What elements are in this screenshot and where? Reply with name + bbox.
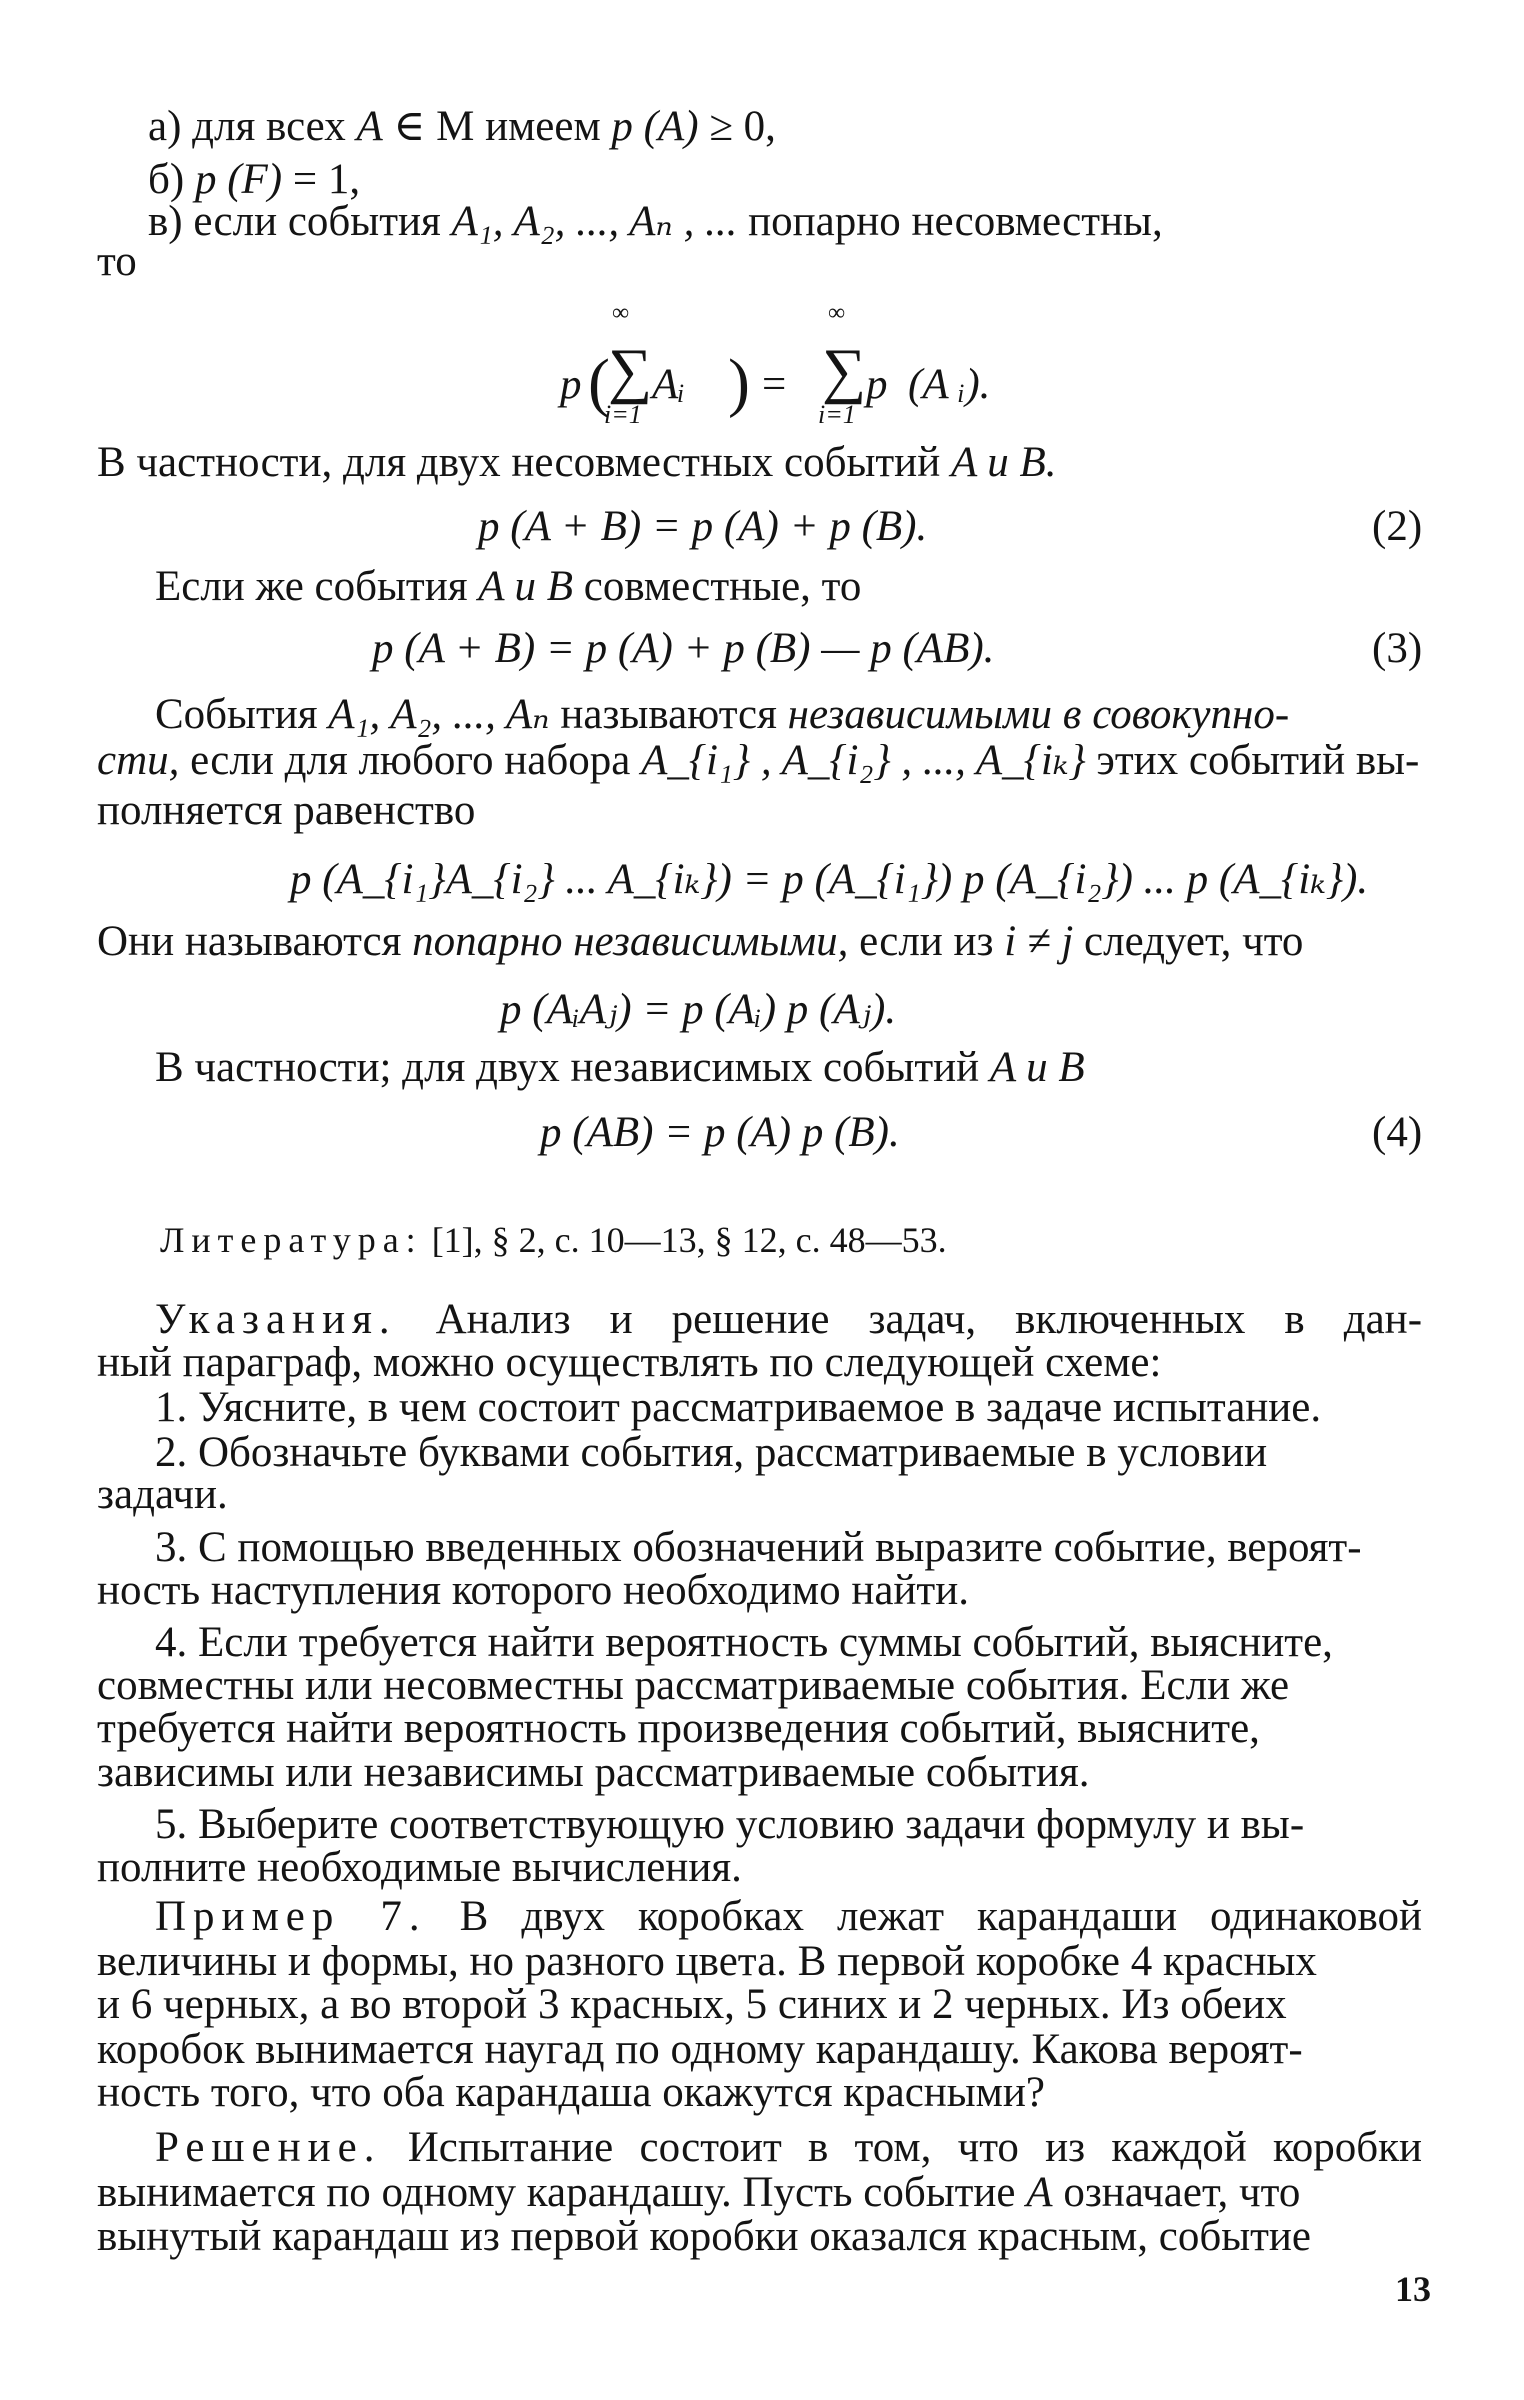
equation-2: p (A + B) = p (A) + p (B). xyxy=(478,503,928,550)
indep-line-3: полняется равенство xyxy=(97,787,476,834)
indep-l1-math: A₁, A₂, ..., Aₙ xyxy=(328,691,550,738)
axiom-c xyxy=(148,197,1163,247)
axiom-c-events: A₁, A₂, ..., Aₙ , ... xyxy=(451,198,738,245)
para-independent xyxy=(155,1043,1085,1093)
indep-l2-a: если для любого набора xyxy=(190,737,631,784)
pairwise-equation: p (AᵢAⱼ) = p (Aᵢ) p (Aⱼ). xyxy=(500,986,897,1033)
sum-sigma-left: ∑ xyxy=(608,337,653,405)
example-label: Пример 7. xyxy=(155,1893,427,1940)
solution-l2b: означает, что xyxy=(1063,2169,1301,2216)
instr-step-1: 1. Уясните, в чем состоит рассматриваемое в задаче испытание. xyxy=(155,1384,1322,1431)
instr-step-4a: 4. Если требуется найти вероятность суммы событий, выясните, xyxy=(155,1619,1333,1666)
instr-step-4d: зависимы или независимы рассматриваемые события. xyxy=(97,1749,1090,1796)
instr-step-3b: ность наступления которого необходимо найти. xyxy=(97,1567,969,1614)
indep-l2-italic: сти, xyxy=(97,737,180,784)
instr-step-4b: совместны или несовместны рассматриваемые события. Если же xyxy=(97,1662,1290,1709)
indep-l2-math: A_{i₁} , A_{i₂} , ..., A_{iₖ} xyxy=(641,737,1086,784)
solution-line-3: вынутый карандаш из первой коробки оказался красным, событие xyxy=(97,2213,1312,2260)
axiom-a-p: p (A) xyxy=(611,103,699,150)
example-line-3: и 6 черных, а во второй 3 красных, 5 синих и 2 черных. Из обеих xyxy=(97,1981,1287,2028)
axiom-a-prefix: а) для всех xyxy=(148,103,346,150)
solution-l2-math: A xyxy=(1026,2169,1053,2216)
instr-step-4c: требуется найти вероятность произведения событий, выясните, xyxy=(97,1705,1260,1752)
axiom-c-rest: попарно несовместны, xyxy=(748,198,1163,245)
para-compatible-end: совместные, то xyxy=(583,563,862,610)
instr-line-2: ный параграф, можно осуществлять по следующей схеме: xyxy=(97,1339,1162,1386)
sum-p-left: p xyxy=(560,361,582,408)
pairwise-c: следует, что xyxy=(1084,918,1304,965)
example-line-4: коробок вынимается наугад по одному карандашу. Какова вероят- xyxy=(97,2026,1303,2073)
equation-3: p (A + B) = p (A) + p (B) — p (AB). xyxy=(372,625,995,672)
literature xyxy=(160,1215,947,1265)
sum-close-paren: ) xyxy=(728,346,750,419)
instr-label: Указания. xyxy=(155,1296,397,1343)
solution-label: Решение. xyxy=(155,2124,382,2171)
sum-pAi: (A ᵢ). xyxy=(908,361,991,408)
instr-step-2a: 2. Обозначьте буквами события, рассматриваемые в условии xyxy=(155,1429,1268,1476)
page-number: 13 xyxy=(1395,2269,1431,2309)
solution-l2a: вынимается по одному карандашу. Пусть событие xyxy=(97,2169,1016,2216)
sum-Ai: Aᵢ xyxy=(652,361,686,408)
pairwise-math: i ≠ j xyxy=(1004,918,1074,965)
sum-equals: = xyxy=(762,361,787,408)
axiom-c-prefix: в) если события xyxy=(148,198,441,245)
para-independent-text: В частности; для двух независимых событий xyxy=(155,1044,980,1091)
indep-l2-b: этих событий вы- xyxy=(1096,737,1420,784)
axiom-then: то xyxy=(97,238,137,285)
solution-line-1 xyxy=(155,2123,1422,2173)
pairwise-italic: попарно независимыми, xyxy=(412,918,849,965)
para-incompatible-math: A и B. xyxy=(950,439,1057,486)
example-line-2: величины и формы, но разного цвета. В первой коробке 4 красных xyxy=(97,1938,1317,1985)
indep-l1-a: События xyxy=(155,691,318,738)
pairwise-a: Они называются xyxy=(97,918,402,965)
example-l1: В двух коробках лежат карандаши одинаковой xyxy=(459,1893,1422,1940)
indep-l1-italic: независимыми в совокупно- xyxy=(787,691,1290,738)
axiom-b-prefix: б) xyxy=(148,156,185,203)
indep-line-1 xyxy=(155,690,1422,740)
pairwise-b: если из xyxy=(859,918,994,965)
axiom-b-rest: = 1, xyxy=(292,156,361,203)
sum-open-paren: ( xyxy=(588,346,610,419)
solution-line-2 xyxy=(97,2168,1300,2218)
sum-inf-left: ∞ xyxy=(612,300,630,326)
para-compatible-math: A и B xyxy=(478,563,574,610)
equation-2-number: (2) xyxy=(1372,503,1423,550)
axiom-a-in: ∈ xyxy=(393,103,426,150)
para-incompatible xyxy=(97,438,1056,488)
axiom-a-A: A xyxy=(356,103,383,150)
equation-3-number: (3) xyxy=(1372,625,1423,672)
instr-l1: Анализ и решение задач, включенных в дан- xyxy=(435,1296,1423,1343)
literature-text: [1], § 2, с. 10—13, § 12, с. 48—53. xyxy=(431,1220,947,1260)
example-line-1 xyxy=(155,1892,1422,1942)
instr-step-3a: 3. С помощью введенных обозначений выразите событие, вероят- xyxy=(155,1524,1362,1571)
para-incompatible-text: В частности, для двух несовместных событий xyxy=(97,439,941,486)
example-line-5: ность того, что оба карандаша окажутся красными? xyxy=(97,2069,1045,2116)
para-compatible-text: Если же события xyxy=(155,563,468,610)
instr-step-5b: полните необходимые вычисления. xyxy=(97,1844,742,1891)
axiom-a-M: M xyxy=(436,103,475,150)
axiom-a-rest: ≥ 0, xyxy=(709,103,776,150)
instr-step-5a: 5. Выберите соответствующую условию задачи формулу и вы- xyxy=(155,1801,1305,1848)
para-compatible xyxy=(155,562,861,612)
sum-inf-right: ∞ xyxy=(828,300,846,326)
equation-4: p (AB) = p (A) p (B). xyxy=(540,1109,900,1156)
indep-line-2 xyxy=(97,736,1419,786)
pairwise-line xyxy=(97,917,1303,967)
indep-l1-b: называются xyxy=(560,691,777,738)
literature-label: Литература: xyxy=(160,1220,423,1260)
solution-l1: Испытание состоит в том, что из каждой коробки xyxy=(407,2124,1422,2171)
axiom-b-expr: p (F) xyxy=(194,156,283,203)
sum-formula xyxy=(560,300,1040,430)
instr-step-2b: задачи. xyxy=(97,1471,228,1518)
sum-p-right: p xyxy=(866,361,888,408)
sum-lim-right: i=1 xyxy=(818,400,856,429)
indep-equation: p (A_{i₁}A_{i₂} ... A_{iₖ}) = p (A_{i₁}) p (A_{i₂}) ... p (A_{iₖ}). xyxy=(290,856,1369,903)
equation-4-number: (4) xyxy=(1372,1109,1423,1156)
sum-lim-left: i=1 xyxy=(604,400,642,429)
para-independent-math: A и B xyxy=(989,1044,1085,1091)
sum-sigma-right: ∑ xyxy=(822,337,867,405)
axiom-a xyxy=(148,102,776,152)
axiom-a-have: имеем xyxy=(485,103,601,150)
